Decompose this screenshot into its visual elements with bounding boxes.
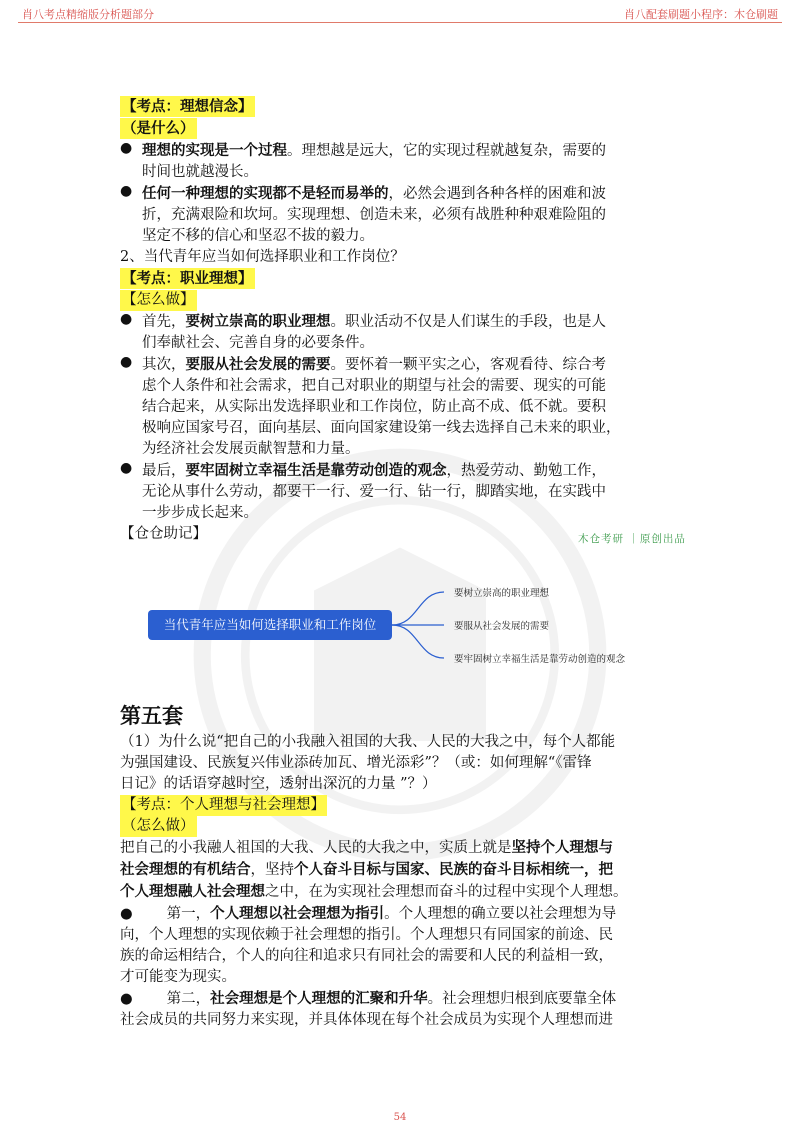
header-divider [18,22,782,23]
list-item: ● 理想的实现是一个过程。理想越是远大，它的实现过程就越复杂，需要的 时间也就越漫长。 [120,140,606,180]
paragraph: 把自己的小我融人祖国的大我、人民的大我之中，实质上就是坚持个人理想与 社会理想的有机结合，坚持个人奋斗目标与国家、民族的奋斗目标相统一，把 个人理想融人社会理想之中，在为实现社会理想而奋斗的过程中实现个人理想。 [120,839,628,900]
tag-what: （是什么） [122,120,195,137]
list-item: ● 最后，要牢固树立幸福生活是靠劳动创造的观念，热爱劳动、勤勉工作， 无论从事什么劳动，都要干一行、爱一行、钻一行，脚踏实地，在实践中 一步步成长起来。 [120,460,606,521]
header-left-text: 肖八考点精缩版分析题部分 [22,8,154,21]
bullet-icon: ● [120,140,133,156]
mindmap-root: 当代青年应当如何选择职业和工作岗位 [148,610,392,640]
list-item: ● 任何一种理想的实现都不是轻而易举的，必然会遇到各种各样的困难和波 折，充满艰险和坎坷。实现理想、创造未来，必须有战胜种种艰难险阻的 坚定不移的信心和坚忍不拔的毅力。 [120,183,606,244]
set-title: 第五套 [120,704,183,728]
page-number: 54 [393,1112,407,1123]
section-ideal-belief [120,96,692,545]
list-item: ● 首先，要树立崇高的职业理想。职业活动不仅是人们谋生的手段，也是人 们奉献社会、完善自身的必要条件。 [120,311,606,351]
section-personal-social-ideal: （1）为什么说“把自己的小我融入祖国的大我、人民的大我之中，每个人都能 为强国建设、民族复兴伟业添砖加瓦、增光添彩”？（或：如何理解“《雷锋 日记》的话语穿越时空，透射出深沉的力量 ”？） 【考点：个人理想与社会理想】 （怎么做） 把自己的小我融人祖国的大我、人民的大我之中，实质上就是坚持个人理想与 社会理想的有机结合，坚持个人奋斗目标与国家、民族的奋斗目标相统一，把 个人理想融人社会理想之中，在为实现社会理想而奋斗的过程中实现个人理想。 ● 第一，个人理想以社会理想为指引。个人理想的确立要以社会理想为导 向，个人理想的实现依赖于社会理想的指引。个人理想只有同国家的前途、民 族的命运相结合，个人的向往和追求只有同社会的需要和人民的利益相一致， 才可能变为现实。 ● 第二，社会理想是个人理想的汇聚和升华。社会理想归根到底要靠全体 社会成员的共同努力来实现，并具体体现在每个社会成员为实现个人理想而进 [120,732,690,1031]
list-item: ● 其次，要服从社会发展的需要。要怀着一颗平实之心，客观看待、综合考 虑个人条件和社会需求，把自己对职业的期望与社会的需要、现实的可能 结合起来，从实际出发选择职业和工作岗位，防止高不成、低不就。要积 极响应国家号召，面向基层、面向国家建设第一线去选择自己未来的职业， 为经济社会发展贡献智慧和力量。 [120,354,621,457]
bullet-icon: ● [120,183,133,199]
memo-label: 【仓仓助记】 [120,526,207,542]
tag-point-ideal: 【考点：理想信念】 [122,98,253,115]
brand-note: 木仓考研 ｜原创出品 [578,533,686,545]
bullet-icon: ● [120,460,133,476]
mindmap-child: 要牢固树立幸福生活是靠劳动创造的观念 [454,654,626,665]
list-item: ● 第二，社会理想是个人理想的汇聚和升华。社会理想归根到底要靠全体 社会成员的共同努力来实现，并具体体现在每个社会成员为实现个人理想而进 [120,990,617,1028]
mindmap-child: 要树立崇高的职业理想 [454,588,550,599]
bullet-icon: ● [120,991,133,1007]
bullet-icon: ● [120,906,133,922]
page-header [0,0,800,24]
question-2: 2、当代青年应当如何选择职业和工作岗位？ [120,249,405,265]
tag-how: （怎么做） [120,816,197,837]
mindmap [148,580,668,670]
tag-how: 【怎么做】 [120,290,197,311]
mindmap-child: 要服从社会发展的需要 [454,621,550,632]
bullet-icon: ● [120,354,133,370]
tag-point-personal: 【考点：个人理想与社会理想】 [120,795,327,816]
tag-point-career: 【考点：职业理想】 [122,270,253,287]
bullet-icon: ● [120,311,133,327]
list-item: ● 第一，个人理想以社会理想为指引。个人理想的确立要以社会理想为导 向，个人理想的实现依赖于社会理想的指引。个人理想只有同国家的前途、民 族的命运相结合，个人的向往和追求只有同社会的需要和人民的利益相一致， 才可能变为现实。 [120,905,617,985]
header-right-text: 肖八配套刷题小程序：木仓刷题 [624,8,778,21]
